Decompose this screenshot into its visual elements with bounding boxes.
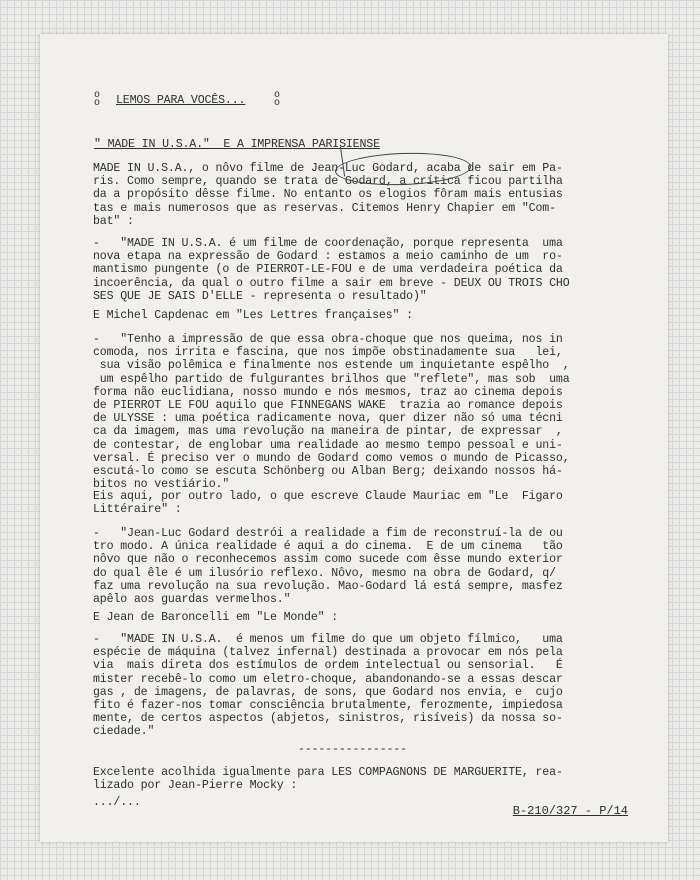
separator-line: ---------------- <box>298 743 407 756</box>
quote-mauriac: - "Jean-Luc Godard destrói a realidade a fim de reconstruí-la de ou tro modo. A única realidade é aqui a do cinema. E de um cinema tão nôvo que não o reconhecemos assim como sucede com êsse mundo exterior do qual êle é um ilusório reflexo. Nôvo, mesmo na obra de Godard, q/ faz uma revolução na sua revolução. Mao-Godard lá está sempre, masfez apêlo aos guardas vermelhos." <box>93 527 563 607</box>
continuation-mark: .../... <box>93 796 141 809</box>
section-title: " MADE IN U.S.A." E A IMPRENSA PARISIENSE <box>94 138 380 151</box>
quote-chapier: - "MADE IN U.S.A. é um filme de coordenação, porque representa uma nova etapa na expressão de Godard : estamos a meio caminho de um ro- mantismo pungente (o de PIERROT-LE-FOU e de uma verdadeira poética da incoerência, da qual o outro filme a sair em breve - DEUX OU TROIS CHO SES QUE JE SAIS D'ELLE - representa o resultado)" <box>93 237 570 303</box>
header-prefix: o o <box>94 90 100 109</box>
header-title: LEMOS PARA VOCÊS... <box>116 94 246 107</box>
paragraph-baroncelli-intro: E Jean de Baroncelli em "Le Monde" : <box>93 611 339 624</box>
footer-note: Excelente acolhida igualmente para LES COMPAGNONS DE MARGUERITE, rea- lizado por Jean-Pierre Mocky : <box>93 766 563 793</box>
quote-capdenac: - "Tenho a impressão de que essa obra-choque que nos queima, nos in comoda, nos irrita e fascina, que nos impõe obstinadamente sua lei, sua visão polêmica e finalmente nos estende um inquietante espêlho , um espêlho partido de fulgurantes brilhos que "reflete", mas sob uma forma não euclidiana, nosso mundo e nós mesmos, traz ao cinema depois de PIERROT LE FOU aquilo que FINNEGANS WAKE trazia ao romance depois de ULYSSE : uma poética radicamente nova, quer dizer não só uma técni ca da imagem, mas uma revolução na maneira de pintar, de expressar , de contestar, de englobar uma realidade ao mesmo tempo pessoal e uni- versal. É preciso ver o mundo de Godard como vemos o mundo de Picasso, escutá-lo como se escuta Schönberg ou Alban Berg; deixando nossos há- bitos no vestiário." <box>93 333 570 492</box>
header-suffix: o o <box>274 90 280 109</box>
quote-baroncelli: - "MADE IN U.S.A. é menos um filme do que um objeto fílmico, uma espécie de máquina (talvez infernal) destinada a provocar em nós pela via mais direta dos estímulos de ordem intelectual ou sensorial. É mister recebê-lo como um eletro-choque, abandonando-se a essas descar gas , de imagens, de palavras, de sons, que Godard nos envia, e cujo fito é fazer-nos tomar consciência brutalmente, ferozmente, impiedosa mente, de certos aspectos (abjetos, sinistros, risíveis) da nossa so- ciedade." <box>93 633 563 739</box>
reference-number: B-210/327 - P/14 <box>512 804 628 818</box>
paragraph-intro: MADE IN U.S.A., o nôvo filme de Jean-Luc Godard, acaba de sair em Pa- ris. Como sempre, quando se trata de Godard, a crítica ficou partilha da a propósito dêsse filme. No entanto os elogios fôram mais entusias tas e mais numerosos que as reservas. Citemos Henry Chapier em "Com- bat" : <box>93 162 563 228</box>
paragraph-mauriac-intro: Eis aqui, por outro lado, o que escreve Claude Mauriac em "Le Figaro Littéraire" : <box>93 490 563 517</box>
paragraph-capdenac-intro: E Michel Capdenac em "Les Lettres françaises" : <box>93 309 413 322</box>
